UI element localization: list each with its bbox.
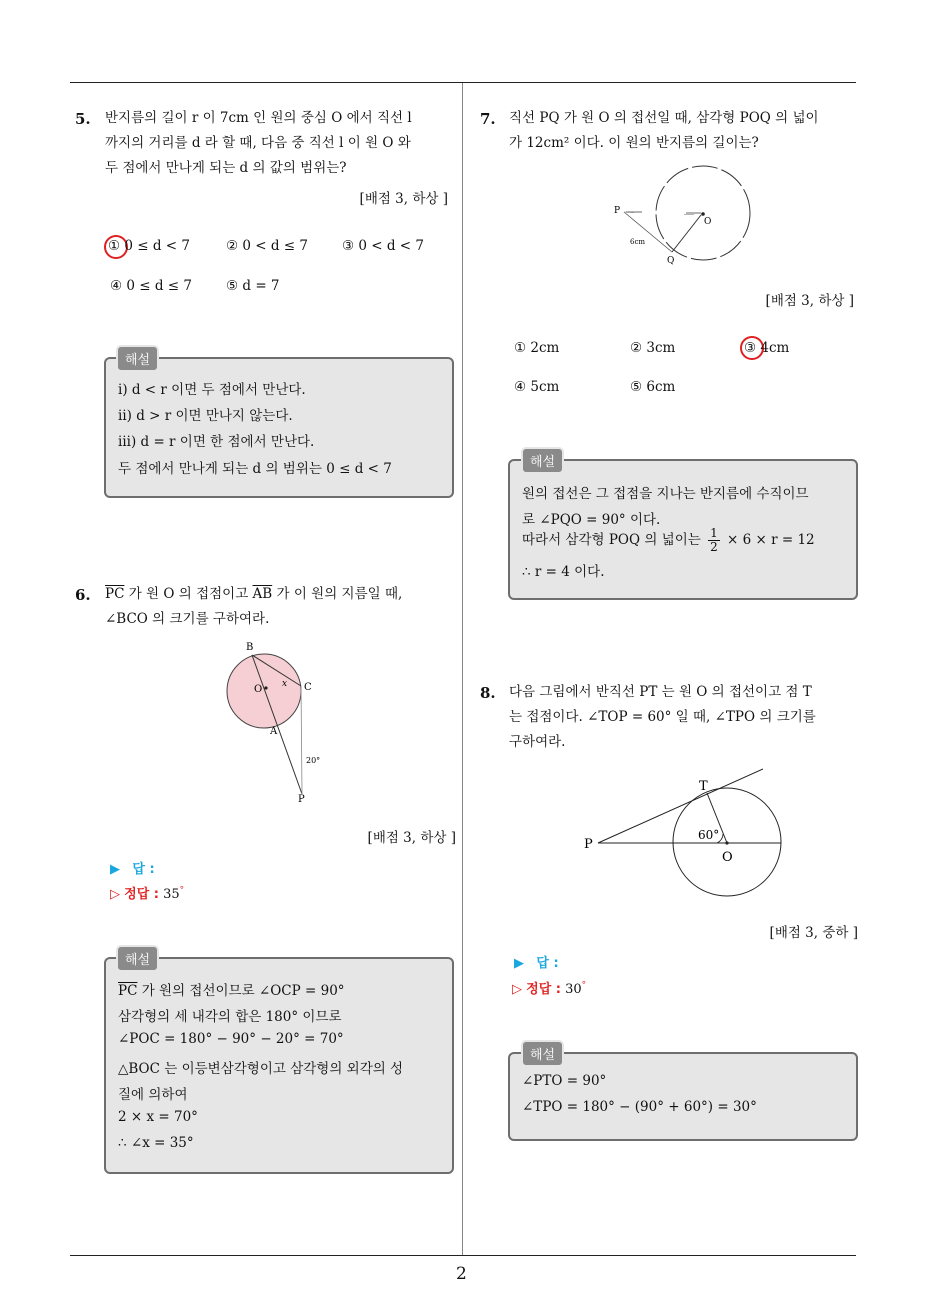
q6-explanation-label: 해설 [116,945,159,972]
q7-exp-line-3-post: × 6 × r = 12 [727,532,815,548]
column-divider [462,83,463,1256]
q5-choice-4[interactable]: ④ 0 ≤ d ≤ 7 [110,278,193,294]
q8-label-p: P [584,837,593,852]
q7-segment-po [624,212,701,215]
q7-label-q: Q [667,256,675,266]
q6-exp-line-6: 2 × x = 70° [118,1109,198,1125]
q7-exp-line-3 [522,527,815,554]
q5-choice-5[interactable]: ⑤ d = 7 [226,278,280,294]
q7-line-2: 가 12cm² 이다. 이 원의 반지름의 길이는? [509,135,759,151]
top-rule [70,82,856,83]
q8-exp-line-2: ∠TPO = 180° − (90° + 60°) = 30° [522,1099,757,1115]
q6-correct-label: 정답 : [124,887,159,902]
q6-answer [110,858,155,877]
q6-exp-line-2: 삼각형의 세 내각의 합은 180° 이므로 [118,1009,342,1025]
q8-correct-arrow-icon: ▷ [512,982,522,997]
q7-segment-pq [624,212,672,252]
q6-exp-line-1-rest: 가 원의 접선이므로 ∠OCP = 90° [137,983,345,999]
q6-label-c: C [304,682,312,693]
q8-correct-label: 정답 : [526,982,561,997]
q6-label-p: P [298,794,305,804]
q7-exp-frac-num: 1 [710,526,718,540]
q8-center-dot [725,841,728,844]
q6-answer-label: 답 : [132,862,155,877]
q5-exp-line-2: ⅱ) d > r 이면 만나지 않는다. [118,408,293,424]
q8-answer-arrow-icon: ▶ [514,956,524,971]
q6-correct [110,883,184,902]
q5-line-1: 반지름의 길이 r 이 7cm 인 원의 중심 O 에서 직선 l [105,110,412,126]
q8-answer-label: 답 : [536,956,559,971]
q6-exp-line-5: 질에 의하여 [118,1087,188,1103]
q7-exp-frac-den: 2 [710,540,718,554]
q6-exp-line-4: △BOC 는 이등변삼각형이고 삼각형의 외각의 성 [118,1061,404,1077]
q7-label-o: O [704,217,712,227]
q6-line-1-end: 가 이 원의 지름일 때, [272,586,403,602]
q7-exp-line-3-pre: 따라서 삼각형 POQ 의 넓이는 [522,532,701,548]
q5-line-2: 까지의 거리를 d 라 할 때, 다음 중 직선 l 이 원 O 와 [105,135,411,151]
q5-exp-line-1: ⅰ) d < r 이면 두 점에서 만난다. [118,382,306,398]
q6-line-1-mid: 가 원 O 의 접점이고 [124,586,253,602]
q8-label-angle: 60° [698,828,720,842]
q7-line-1: 직선 PQ 가 원 O 의 접선일 때, 삼각형 POQ 의 넓이 [509,110,819,126]
q5-score: [배점 3, 하상 ] [359,191,448,207]
q8-line-3: 구하여라. [509,734,566,750]
q7-choice-5[interactable]: ⑤ 6cm [630,379,676,395]
q7-label-p: P [614,206,621,216]
q5-exp-line-3: ⅲ) d = r 이면 한 점에서 만난다. [118,434,315,450]
q6-correct-arrow-icon: ▷ [110,887,120,902]
q6-line-1 [105,582,460,607]
q7-exp-line-1: 원의 접선은 그 접점을 지나는 반지름에 수직이므 [522,486,809,502]
q8-figure [580,764,790,902]
q6-tangent-pc [301,686,302,794]
q8-text [509,680,864,755]
q6-label-a: A [270,726,278,737]
q7-choice-3[interactable]: ③ 4cm [744,340,790,356]
q8-correct-unit: ° [581,980,587,991]
q5-explanation-label: 해설 [116,345,159,372]
q7-exp-line-4: ∴ r = 4 이다. [522,564,605,580]
q6-number: 6. [75,586,91,604]
q6-correct-unit: ° [179,885,185,896]
q7-label-len: 6cm [630,238,646,246]
q7-number: 7. [480,110,496,128]
q6-answer-arrow-icon: ▶ [110,862,120,877]
q7-score: [배점 3, 하상 ] [765,293,854,309]
q8-score: [배점 3, 중하 ] [769,925,858,941]
q6-circle [227,654,301,728]
q6-label-angle: 20° [306,756,321,765]
q7-segment-oq [672,215,701,252]
q5-choice-3[interactable]: ③ 0 < d < 7 [342,238,425,254]
q8-answer [514,952,559,971]
q6-exp-line-1 [118,979,345,999]
q8-label-o: O [722,850,733,865]
q5-text [105,106,460,181]
q7-choice-4[interactable]: ④ 5cm [514,379,560,395]
q6-label-b: B [246,642,254,653]
page-number: 2 [456,1264,467,1284]
q8-line-2: 는 접점이다. ∠TOP = 60° 일 때, ∠TPO 의 크기를 [509,709,816,725]
q8-explanation-label: 해설 [521,1040,564,1067]
q5-number: 5. [75,110,91,128]
q6-score: [배점 3, 하상 ] [367,830,456,846]
q7-choice-2[interactable]: ② 3cm [630,340,676,356]
q6-label-x: x [282,679,288,689]
q6-exp-segment-pc: $\overline{PC}$ [118,983,138,999]
q7-exp-fraction [708,527,720,554]
bottom-rule [70,1255,856,1256]
q6-figure [218,636,338,804]
q8-exp-line-1: ∠PTO = 90° [522,1073,607,1089]
q6-segment-pc: $\overline{PC}$ [105,586,125,602]
q8-correct-value: 30 [565,982,582,997]
q5-line-3: 두 점에서 만나게 되는 d 의 값의 범위는? [105,160,347,176]
q8-label-t: T [699,779,708,794]
q5-choice-2[interactable]: ② 0 < d ≤ 7 [226,238,309,254]
q8-correct [512,978,586,997]
q7-choice-1[interactable]: ① 2cm [514,340,560,356]
q6-exp-line-3: ∠POC = 180° − 90° − 20° = 70° [118,1031,344,1047]
q6-text [105,582,460,632]
q8-number: 8. [480,684,496,702]
q6-label-o: O [254,684,263,695]
q8-line-1: 다음 그림에서 반직선 PT 는 원 O 의 접선이고 점 T [509,684,812,700]
q7-figure [612,160,757,268]
q8-ray-pt [598,769,763,843]
q6-line-2: ∠BCO 의 크기를 구하여라. [105,611,270,627]
q5-choice-1[interactable]: ① 0 ≤ d < 7 [108,238,191,254]
q6-center-dot [264,686,267,689]
q6-correct-value: 35 [163,887,180,902]
q7-text [509,106,859,156]
q7-center-dot [701,212,705,216]
q6-segment-ab: $\overline{AB}$ [252,586,273,602]
q7-exp-line-2: 로 ∠PQO = 90° 이다. [522,512,661,528]
q7-explanation-label: 해설 [521,447,564,474]
q6-exp-line-7: ∴ ∠x = 35° [118,1135,194,1151]
q5-exp-line-4: 두 점에서 만나게 되는 d 의 범위는 0 ≤ d < 7 [118,461,392,477]
